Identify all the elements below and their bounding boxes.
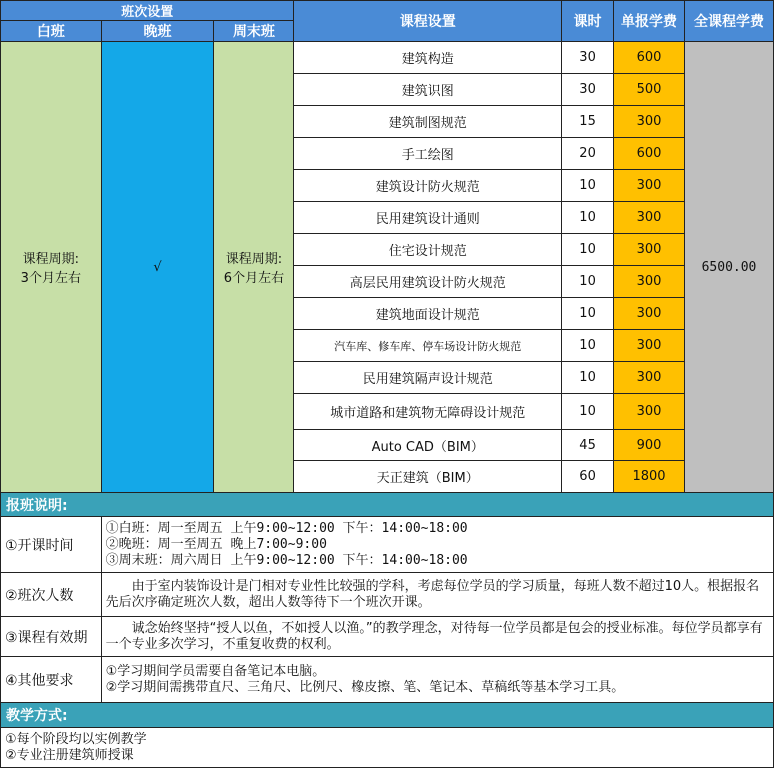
teaching-details: ①每个阶段均以实例教学 ②专业注册建筑师授课 (1, 728, 774, 768)
course-name: 手工绘图 (294, 138, 562, 170)
course-name: 建筑构造 (294, 42, 562, 74)
course-hours: 10 (562, 362, 614, 394)
night-class-header: 晚班 (101, 21, 214, 42)
course-name: 建筑地面设计规范 (294, 298, 562, 330)
validity-details: 诚念始终坚持“授人以鱼，不如授人以渔。”的教学理念，对待每一位学员都是包会的授业标准。每位学员都享有一个专业多次学习，不重复收费的权利。 (101, 617, 773, 657)
course-name: 住宅设计规范 (294, 234, 562, 266)
other-requirements-label: ④其他要求 (1, 657, 102, 703)
course-fee: 300 (614, 394, 685, 430)
course-hours: 45 (562, 430, 614, 461)
course-name: Auto CAD（BIM） (294, 430, 562, 461)
hours-header: 课时 (562, 1, 614, 42)
course-hours: 10 (562, 394, 614, 430)
course-name: 高层民用建筑设计防火规范 (294, 266, 562, 298)
course-fee: 300 (614, 362, 685, 394)
course-fee: 300 (614, 330, 685, 362)
course-fee: 300 (614, 170, 685, 202)
course-name: 建筑识图 (294, 74, 562, 106)
course-fee: 300 (614, 202, 685, 234)
class-size-details: 由于室内装饰设计是门相对专业性比较强的学科，考虑每位学员的学习质量，每班人数不超过10人。根据报名先后次序确定班次人数，超出人数等待下一个班次开课。 (101, 573, 773, 617)
course-hours: 60 (562, 461, 614, 493)
night-class-check (101, 42, 214, 493)
weekend-class-header: 周末班 (214, 21, 294, 42)
course-fee: 300 (614, 234, 685, 266)
course-fee: 500 (614, 74, 685, 106)
course-hours: 30 (562, 42, 614, 74)
course-hours: 10 (562, 298, 614, 330)
schedule-group-header: 班次设置 (1, 1, 294, 21)
day-class-period: 课程周期: 3个月左右 (1, 42, 102, 493)
class-size-label: ②班次人数 (1, 573, 102, 617)
course-fee: 600 (614, 138, 685, 170)
course-name: 天正建筑（BIM） (294, 461, 562, 493)
course-hours: 10 (562, 266, 614, 298)
full-fee-header: 全课程学费 (684, 1, 773, 42)
course-hours: 10 (562, 330, 614, 362)
start-time-details: ①白班：周一至周五 上午9:00~12:00 下午：14:00~18:00 ②晚班：周一至周五 晚上7:00~9:00 ③周末班：周六周日 上午9:00~12:00 下午：14:00~18:00 (101, 517, 773, 573)
course-setting-header: 课程设置 (294, 1, 562, 42)
course-hours: 10 (562, 234, 614, 266)
full-course-fee: 6500.00 (684, 42, 773, 493)
course-hours: 15 (562, 106, 614, 138)
course-name: 城市道路和建筑物无障碍设计规范 (294, 394, 562, 430)
course-hours: 20 (562, 138, 614, 170)
start-time-label: ①开课时间 (1, 517, 102, 573)
course-fee: 1800 (614, 461, 685, 493)
validity-label: ③课程有效期 (1, 617, 102, 657)
course-name: 建筑制图规范 (294, 106, 562, 138)
course-name: 民用建筑设计通则 (294, 202, 562, 234)
course-hours: 10 (562, 202, 614, 234)
course-hours: 30 (562, 74, 614, 106)
course-fee: 600 (614, 42, 685, 74)
course-name: 民用建筑隔声设计规范 (294, 362, 562, 394)
other-requirements-details: ①学习期间学员需要自备笔记本电脑。 ②学习期间需携带直尺、三角尺、比例尺、橡皮擦、笔、笔记本、草稿纸等基本学习工具。 (101, 657, 773, 703)
course-fee: 900 (614, 430, 685, 461)
course-name: 建筑设计防火规范 (294, 170, 562, 202)
course-fee: 300 (614, 106, 685, 138)
course-hours: 10 (562, 170, 614, 202)
weekend-class-period: 课程周期: 6个月左右 (214, 42, 294, 493)
course-name: 汽车库、修车库、停车场设计防火规范 (294, 330, 562, 362)
day-class-header: 白班 (1, 21, 102, 42)
single-fee-header: 单报学费 (614, 1, 685, 42)
course-fee: 300 (614, 298, 685, 330)
course-fee: 300 (614, 266, 685, 298)
check-mark-icon: √ (153, 259, 162, 275)
teaching-section-title: 教学方式: (1, 703, 774, 728)
enrollment-section-title: 报班说明: (1, 493, 774, 517)
